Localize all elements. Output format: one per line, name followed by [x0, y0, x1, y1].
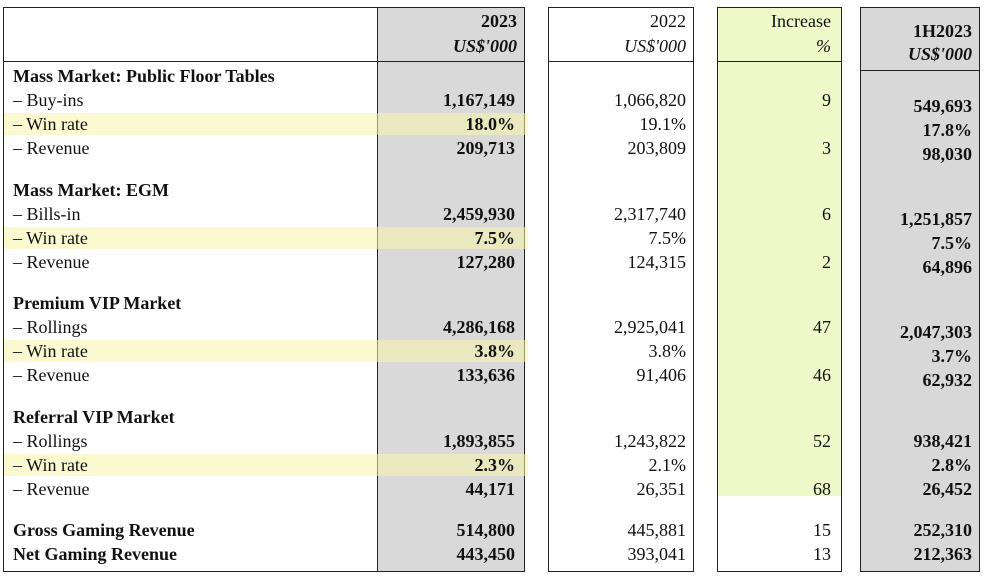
value-1h2023: 7.5% [931, 233, 972, 253]
value-2022: 19.1% [639, 114, 686, 134]
row-label: – Revenue [13, 479, 90, 499]
value-2023: 44,171 [465, 479, 515, 499]
value-2023: 133,636 [456, 365, 515, 385]
value-1h2023: 17.8% [922, 120, 972, 140]
header-increase-unit: % [816, 36, 831, 56]
total-increase: 13 [813, 544, 831, 564]
value-2022: 1,066,820 [614, 90, 686, 110]
value-2023: 18.0% [465, 114, 515, 134]
section-title: Mass Market: Public Floor Tables [13, 66, 275, 86]
row-label: – Win rate [13, 114, 88, 134]
total-increase: 15 [813, 520, 831, 540]
value-increase: 6 [822, 204, 831, 224]
header-increase: Increase [771, 11, 831, 31]
value-2023: 127,280 [456, 252, 515, 272]
value-1h2023: 98,030 [922, 144, 972, 164]
value-2023: 3.8% [474, 341, 515, 361]
value-increase: 9 [822, 90, 831, 110]
row-label: – Revenue [13, 252, 90, 272]
value-2023: 7.5% [474, 228, 515, 248]
header-divider [717, 61, 842, 62]
row-label: – Rollings [13, 317, 88, 337]
total-1h2023: 212,363 [913, 544, 972, 564]
value-1h2023: 549,693 [913, 96, 972, 116]
value-2022: 2.1% [648, 455, 686, 475]
header-1h2023-unit: US$'000 [907, 44, 972, 64]
total-2022: 393,041 [627, 544, 686, 564]
value-2023: 4,286,168 [443, 317, 515, 337]
value-1h2023: 2,047,303 [900, 322, 972, 342]
row-label: – Revenue [13, 365, 90, 385]
row-label: – Win rate [13, 228, 88, 248]
header-2022-year: 2022 [650, 11, 686, 31]
section-title: Referral VIP Market [13, 407, 175, 427]
value-1h2023: 3.7% [931, 346, 972, 366]
header-divider [860, 70, 980, 71]
row-label: – Revenue [13, 138, 90, 158]
header-2023-unit: US$'000 [452, 36, 517, 56]
section-title: Mass Market: EGM [13, 180, 169, 200]
header-divider [3, 61, 525, 62]
value-2022: 203,809 [627, 138, 686, 158]
value-increase: 52 [813, 431, 831, 451]
total-1h2023: 252,310 [913, 520, 972, 540]
header-1h2023: 1H2023 [912, 21, 972, 41]
section-title: Premium VIP Market [13, 293, 182, 313]
value-2022: 2,925,041 [614, 317, 686, 337]
value-2023: 2,459,930 [443, 204, 515, 224]
value-increase: 2 [822, 252, 831, 272]
value-1h2023: 64,896 [922, 257, 972, 277]
value-2023: 209,713 [456, 138, 515, 158]
value-2022: 26,351 [636, 479, 686, 499]
row-label: – Rollings [13, 431, 88, 451]
row-label: – Win rate [13, 455, 88, 475]
value-1h2023: 62,932 [922, 370, 972, 390]
row-label: – Bills-in [13, 204, 81, 224]
row-label: – Win rate [13, 341, 88, 361]
header-2023-year: 2023 [481, 11, 517, 31]
total-2023: 514,800 [456, 520, 515, 540]
total-2022: 445,881 [627, 520, 686, 540]
value-2022: 7.5% [648, 228, 686, 248]
total-2023: 443,450 [456, 544, 515, 564]
value-2022: 1,243,822 [614, 431, 686, 451]
value-1h2023: 2.8% [931, 455, 972, 475]
value-2023: 1,893,855 [443, 431, 515, 451]
value-increase: 3 [822, 138, 831, 158]
value-1h2023: 1,251,857 [900, 209, 972, 229]
total-label: Net Gaming Revenue [13, 544, 177, 564]
row-label: – Buy-ins [13, 90, 84, 110]
value-1h2023: 938,421 [913, 431, 972, 451]
value-increase: 68 [813, 479, 831, 499]
header-2022-unit: US$'000 [624, 36, 686, 56]
total-label: Gross Gaming Revenue [13, 520, 195, 540]
value-increase: 47 [813, 317, 831, 337]
value-increase: 46 [813, 365, 831, 385]
value-2022: 124,315 [627, 252, 686, 272]
header-divider [548, 61, 694, 62]
value-2022: 2,317,740 [614, 204, 686, 224]
value-1h2023: 26,452 [922, 479, 972, 499]
value-2022: 3.8% [648, 341, 686, 361]
value-2023: 1,167,149 [443, 90, 515, 110]
value-2023: 2.3% [474, 455, 515, 475]
value-2022: 91,406 [636, 365, 686, 385]
